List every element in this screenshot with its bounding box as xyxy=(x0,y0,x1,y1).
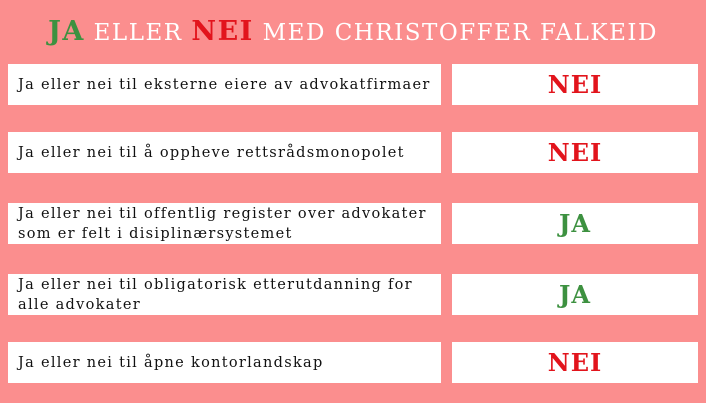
title-nei: NEI xyxy=(191,16,254,47)
title-rest: MED CHRISTOFFER FALKEID xyxy=(253,20,658,46)
question-5: Ja eller nei til åpne kontorlandskap xyxy=(8,342,441,383)
answer-5: NEI xyxy=(452,342,698,383)
question-3: Ja eller nei til offentlig register over advokater som er felt i disiplinærsystemet xyxy=(8,203,441,244)
question-4: Ja eller nei til obligatorisk etterutdanning for alle advokater xyxy=(8,274,441,315)
question-1: Ja eller nei til eksterne eiere av advokatfirmaer xyxy=(8,64,441,105)
answer-2: NEI xyxy=(452,132,698,173)
answer-3: JA xyxy=(452,203,698,244)
title-ja: JA xyxy=(48,16,85,47)
title-eller: ELLER xyxy=(84,20,192,46)
answer-1: NEI xyxy=(452,64,698,105)
question-2: Ja eller nei til å oppheve rettsrådsmonopolet xyxy=(8,132,441,173)
answer-4: JA xyxy=(452,274,698,315)
page-title xyxy=(0,16,706,47)
